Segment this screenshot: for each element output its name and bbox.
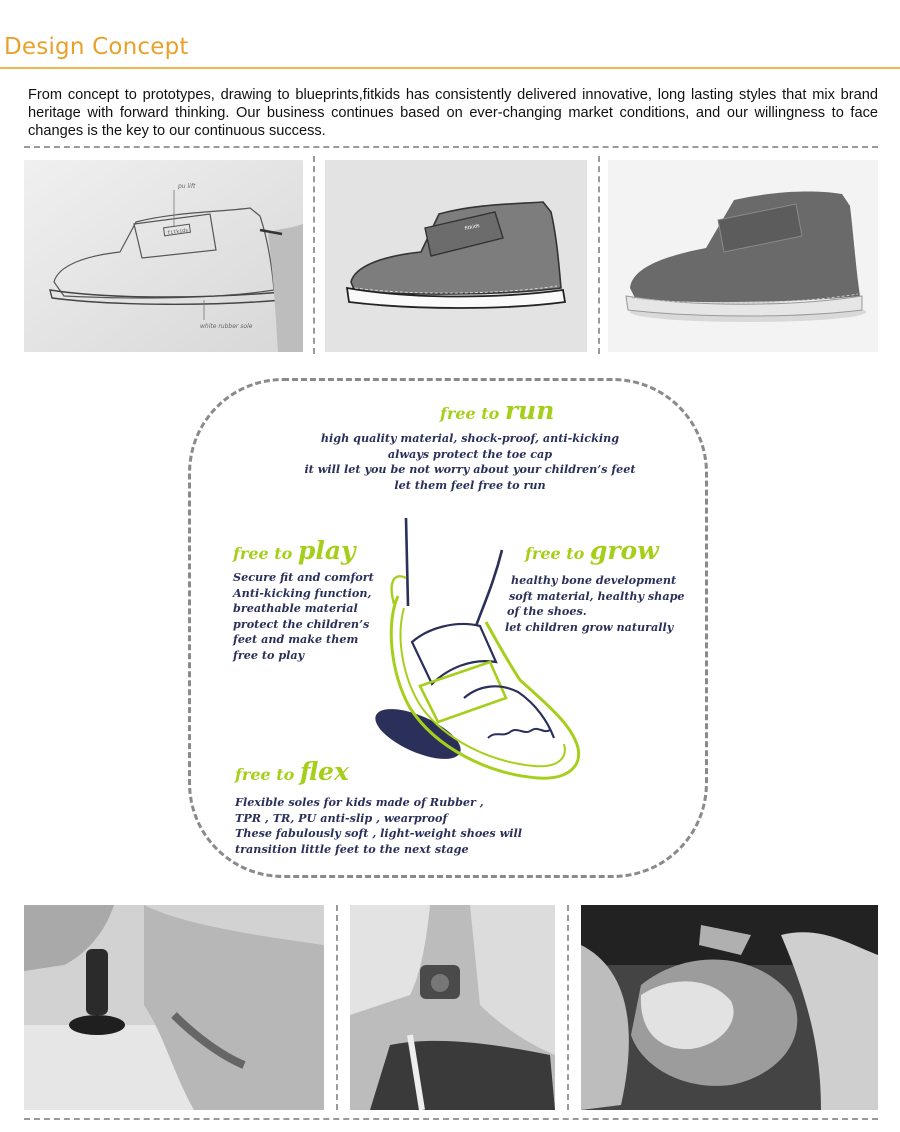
- divider-vertical-4: [567, 905, 569, 1110]
- shoe-illustration: [368, 512, 588, 790]
- run-word: run: [504, 396, 555, 425]
- run-line: it will let you be not worry about your children’s feet: [304, 462, 636, 476]
- run-line: high quality material, shock-proof, anti-kicking: [320, 431, 620, 445]
- grow-line: let children grow naturally: [505, 619, 674, 634]
- divider-bottom: [24, 1118, 878, 1120]
- flex-line: Flexible soles for kids made of Rubber ,: [235, 795, 484, 809]
- title-underline: [0, 67, 900, 69]
- divider-vertical-1: [313, 156, 315, 354]
- boot-photo: [608, 160, 878, 352]
- play-line: Secure fit and comfort: [233, 570, 374, 584]
- run-heading: [440, 396, 554, 425]
- flex-line: These fabulously soft , light-weight shoes will: [235, 826, 522, 840]
- play-line: free to play: [233, 647, 305, 662]
- craft-photo-stamping: [24, 905, 324, 1110]
- flex-line: TPR , TR, PU anti-slip , wearproof: [235, 810, 448, 825]
- run-text: [300, 431, 640, 493]
- play-prefix: free to: [233, 544, 298, 563]
- craft-photo-toecap: [581, 905, 878, 1110]
- grow-prefix: free to: [525, 544, 590, 563]
- play-line: feet and make them: [233, 632, 359, 646]
- sketch-tongue-label: fitkids: [166, 227, 189, 237]
- divider-vertical-3: [336, 905, 338, 1110]
- grow-line: soft material, healthy shape: [509, 588, 685, 603]
- run-prefix: free to: [440, 404, 505, 423]
- flex-prefix: free to: [235, 765, 300, 784]
- intro-paragraph: From concept to prototypes, drawing to blueprints,fitkids has consistently delivered innovative, long lasting styles that mix brand heritage with forward thinking. Our business continues based on ever-changing market conditions, and our willingness to face changes is the key to our continuous success.: [28, 87, 878, 139]
- play-line: breathable material: [233, 601, 358, 615]
- render-photo: [325, 160, 587, 352]
- play-heading: [233, 536, 356, 565]
- play-line: protect the children’s: [233, 616, 370, 631]
- run-line: let them feel free to run: [394, 477, 546, 492]
- flex-word: flex: [299, 757, 349, 786]
- page-title: Design Concept: [4, 34, 189, 60]
- flex-heading: [235, 757, 349, 786]
- flex-line: transition little feet to the next stage: [235, 841, 469, 856]
- flex-text: [235, 795, 522, 857]
- craft-photo-stitching: [350, 905, 555, 1110]
- grow-line: healthy bone development: [511, 573, 677, 587]
- sketch-note-top: pu lift: [178, 183, 196, 190]
- play-word: play: [297, 536, 356, 565]
- grow-word: grow: [589, 536, 659, 565]
- play-text: [233, 570, 374, 663]
- divider-vertical-2: [598, 156, 600, 354]
- render-tongue-label: fitkids: [464, 222, 481, 232]
- sketch-photo: [24, 160, 303, 352]
- divider-top: [24, 146, 878, 148]
- grow-line: of the shoes.: [507, 604, 587, 618]
- run-line: always protect the toe cap: [387, 446, 553, 461]
- sketch-note-bottom: white rubber sole: [200, 323, 253, 330]
- play-line: Anti-kicking function,: [233, 585, 372, 600]
